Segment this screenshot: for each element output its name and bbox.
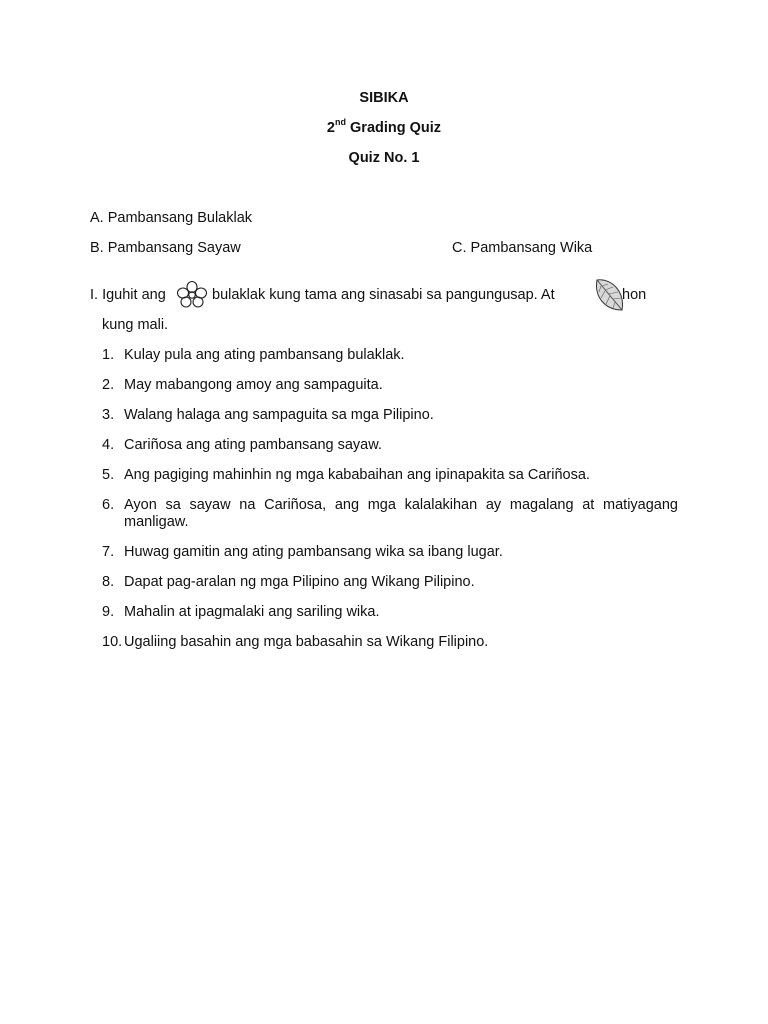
question-text: Huwag gamitin ang ating pambansang wika sa ibang lugar.: [124, 544, 503, 560]
question-number: 8.: [102, 574, 115, 590]
question-text: Kulay pula ang ating pambansang bulaklak.: [124, 347, 405, 363]
question-number: 2.: [102, 377, 115, 393]
question-text: Ugaliing basahin ang mga babasahin sa Wikang Filipino.: [124, 634, 489, 650]
section-a-label: A. Pambansang Bulaklak: [90, 210, 253, 226]
question-number: 10.: [102, 634, 123, 650]
instruction-text-line2: kung mali.: [102, 317, 169, 333]
question-number: 6.: [102, 497, 115, 513]
grade-number: 2: [326, 120, 335, 136]
grade-label: Grading Quiz: [346, 120, 442, 136]
page-title: SIBIKA: [359, 90, 409, 106]
question-text: Ang pagiging mahinhin ng mga kababaihan ang ipinapakita sa Cariñosa.: [124, 467, 590, 483]
instruction-text-3: hon: [622, 287, 647, 303]
question-text: Dapat pag-aralan ng mga Pilipino ang Wikang Pilipino.: [124, 574, 475, 590]
grading-subtitle: [0, 117, 768, 136]
grade-ordinal-suffix: nd: [335, 117, 346, 128]
section-c-label: C. Pambansang Wika: [452, 240, 593, 256]
flower-icon: [176, 280, 208, 308]
question-text: Ayon sa sayaw na Cariñosa, ang mga kalalakihan ay magalang at matiyagang manligaw.: [124, 497, 678, 530]
instruction-text-1: I. Iguhit ang: [90, 287, 166, 303]
question-text: Mahalin at ipagmalaki ang sariling wika.: [124, 604, 380, 620]
question-text: Cariñosa ang ating pambansang sayaw.: [124, 437, 382, 453]
question-number: 7.: [102, 544, 115, 560]
question-number: 3.: [102, 407, 115, 423]
question-number: 1.: [102, 347, 115, 363]
leaf-icon: [592, 274, 626, 314]
instruction-text-2: bulaklak kung tama ang sinasabi sa pangungusap. At: [212, 287, 555, 303]
question-number: 4.: [102, 437, 115, 453]
section-b-label: B. Pambansang Sayaw: [90, 240, 241, 256]
question-text: Walang halaga ang sampaguita sa mga Pilipino.: [124, 407, 434, 423]
question-number: 9.: [102, 604, 115, 620]
question-number: 5.: [102, 467, 115, 483]
quiz-number: Quiz No. 1: [348, 150, 420, 166]
question-text: May mabangong amoy ang sampaguita.: [124, 377, 383, 393]
